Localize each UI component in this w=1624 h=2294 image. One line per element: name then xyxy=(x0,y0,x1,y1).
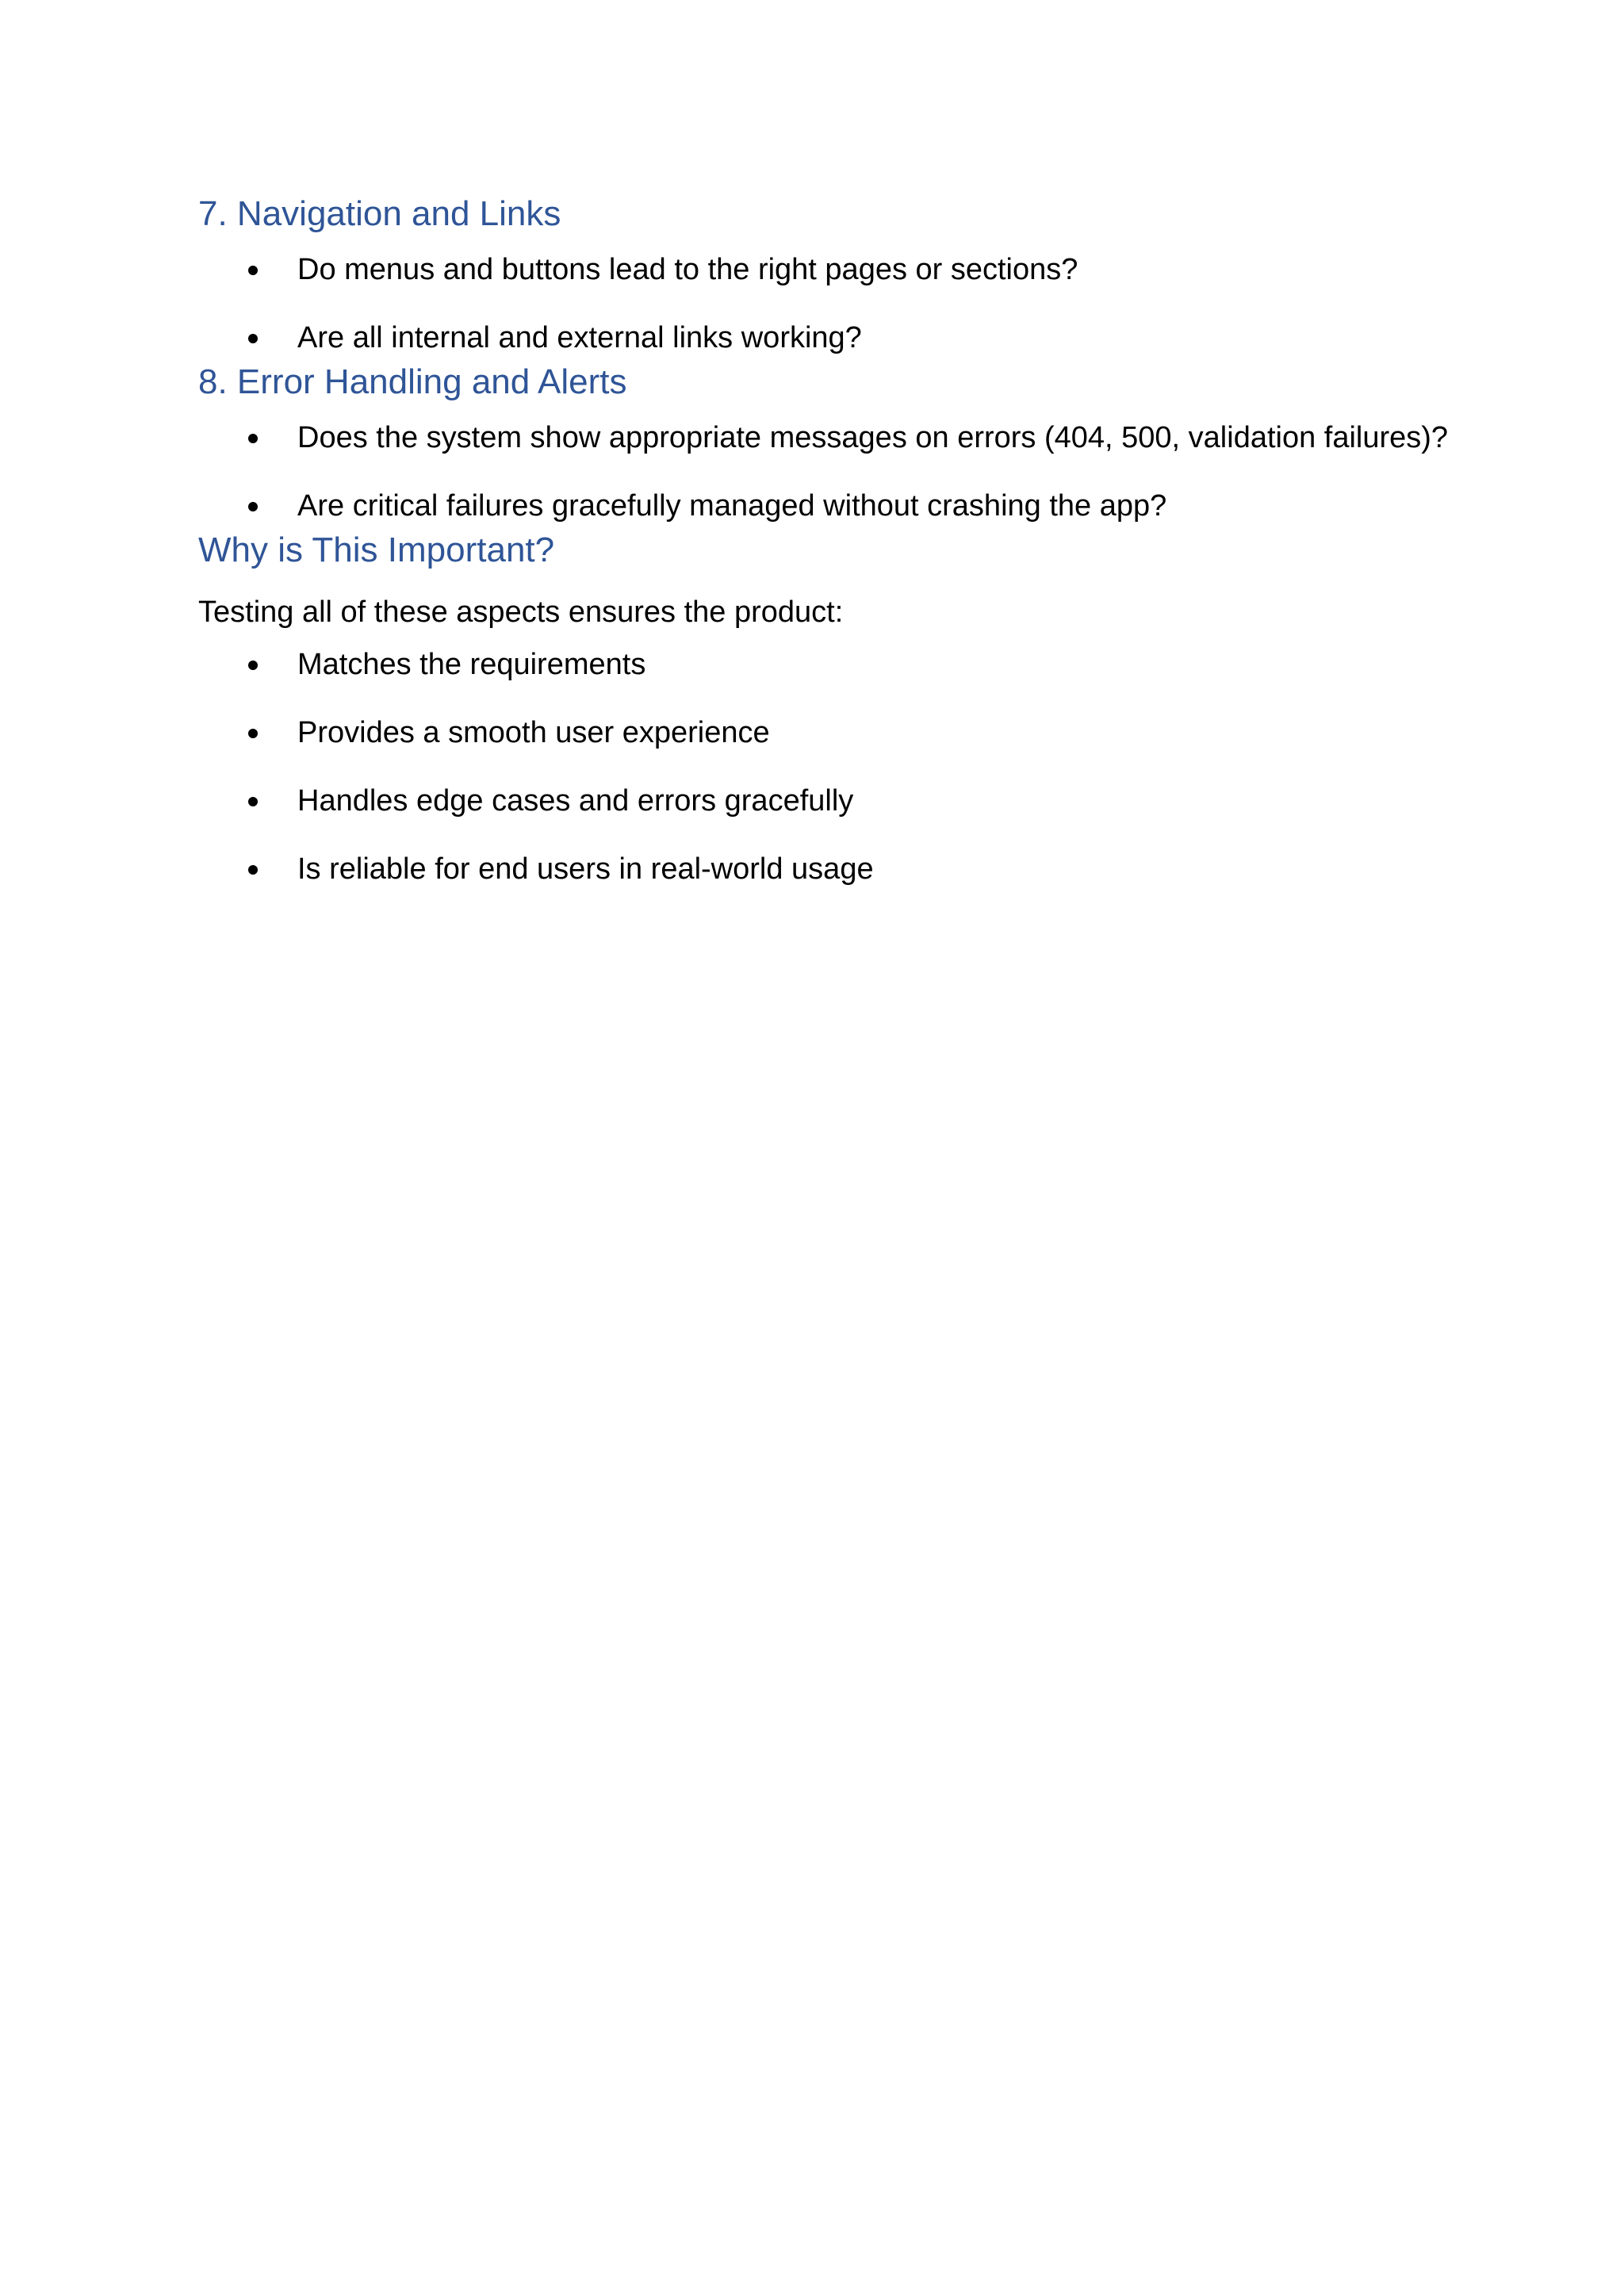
list-item-text: Provides a smooth user experience xyxy=(297,716,770,749)
section-heading-navigation: 7. Navigation and Links xyxy=(198,194,561,233)
list-item xyxy=(198,249,1467,290)
section-heading-why-important: Why is This Important? xyxy=(198,530,555,569)
list-item-text: Matches the requirements xyxy=(297,648,646,681)
bullet-dot-icon xyxy=(248,661,258,670)
bullet-dot-icon xyxy=(248,729,258,738)
bullet-dot-icon xyxy=(248,865,258,875)
why-list xyxy=(198,644,1467,890)
bullet-dot-icon xyxy=(248,797,258,806)
list-item-text: Is reliable for end users in real-world usage xyxy=(297,852,874,886)
why-intro-paragraph: Testing all of these aspects ensures the product: xyxy=(198,596,844,629)
list-item xyxy=(198,712,1467,753)
list-item-text: Are all internal and external links working? xyxy=(297,321,862,354)
document-content xyxy=(198,190,1467,890)
list-item xyxy=(198,644,1467,685)
bullet-dot-icon xyxy=(248,266,258,275)
list-item-text: Are critical failures gracefully managed without crashing the app? xyxy=(297,489,1167,523)
list-item-text: Handles edge cases and errors gracefully xyxy=(297,784,854,818)
list-item xyxy=(198,417,1467,458)
list-item xyxy=(198,780,1467,821)
list-item xyxy=(198,485,1467,527)
bullet-dot-icon xyxy=(248,434,258,443)
bullet-dot-icon xyxy=(248,334,258,343)
list-item xyxy=(198,848,1467,890)
list-item xyxy=(198,317,1467,358)
error-handling-list xyxy=(198,417,1467,527)
section-heading-error-handling: 8. Error Handling and Alerts xyxy=(198,362,627,401)
navigation-list xyxy=(198,249,1467,358)
bullet-dot-icon xyxy=(248,502,258,511)
list-item-text: Do menus and buttons lead to the right pages or sections? xyxy=(297,253,1078,286)
list-item-text: Does the system show appropriate messages on errors (404, 500, validation failures)? xyxy=(297,421,1449,454)
